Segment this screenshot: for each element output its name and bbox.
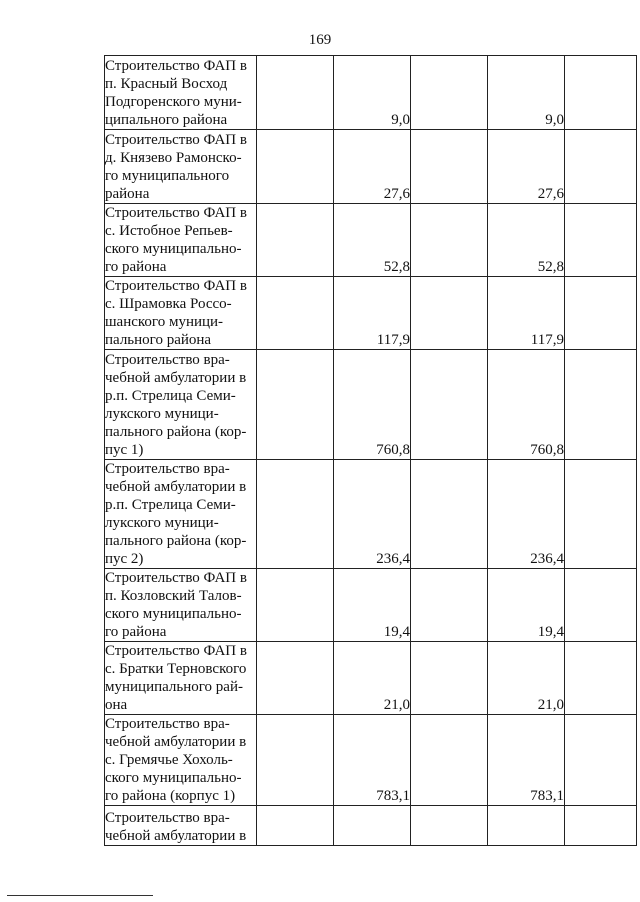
footnote-separator-line xyxy=(7,895,153,896)
empty-cell xyxy=(565,642,637,715)
value-cell xyxy=(488,806,565,846)
table-row xyxy=(105,130,637,204)
page-number: 169 xyxy=(308,32,332,48)
empty-cell xyxy=(411,460,488,569)
value-cell: 27,6 xyxy=(488,130,565,204)
empty-cell xyxy=(257,277,334,350)
empty-cell xyxy=(565,350,637,460)
table-row xyxy=(105,350,637,460)
empty-cell xyxy=(257,715,334,806)
empty-cell xyxy=(257,806,334,846)
object-name: Строительство ФАП в д. Князево Рамонско- го муниципального района xyxy=(105,132,247,202)
value-cell: 783,1 xyxy=(334,715,411,806)
object-name: Строительство ФАП в п. Козловский Талов- ского муниципально- го района xyxy=(105,570,247,640)
table-row xyxy=(105,806,637,846)
table-row xyxy=(105,460,637,569)
object-name-cell xyxy=(105,277,257,350)
empty-cell xyxy=(565,204,637,277)
empty-cell xyxy=(257,569,334,642)
empty-cell xyxy=(411,806,488,846)
empty-cell xyxy=(565,130,637,204)
object-name-cell xyxy=(105,715,257,806)
empty-cell xyxy=(565,277,637,350)
empty-cell xyxy=(257,204,334,277)
table-row xyxy=(105,569,637,642)
value-cell: 117,9 xyxy=(488,277,565,350)
budget-table xyxy=(104,55,637,846)
empty-cell xyxy=(411,569,488,642)
value-cell: 783,1 xyxy=(488,715,565,806)
object-name: Строительство ФАП в п. Красный Восход Подгоренского муни- ципального района xyxy=(105,58,247,128)
table-row xyxy=(105,277,637,350)
empty-cell xyxy=(411,130,488,204)
object-name-cell xyxy=(105,350,257,460)
empty-cell xyxy=(565,460,637,569)
object-name-cell xyxy=(105,569,257,642)
value-cell: 19,4 xyxy=(488,569,565,642)
object-name-cell xyxy=(105,56,257,130)
empty-cell xyxy=(411,642,488,715)
table-row xyxy=(105,715,637,806)
table-row xyxy=(105,642,637,715)
value-cell xyxy=(334,806,411,846)
empty-cell xyxy=(257,56,334,130)
object-name: Строительство ФАП в с. Истобное Репьев- ского муниципально- го района xyxy=(105,205,247,275)
value-cell: 760,8 xyxy=(334,350,411,460)
empty-cell xyxy=(257,460,334,569)
object-name-cell xyxy=(105,460,257,569)
object-name: Строительство вра- чебной амбулатории в с. Гремячье Хохоль- ского муниципально- го района (корпус 1) xyxy=(105,716,247,804)
table-row xyxy=(105,204,637,277)
empty-cell xyxy=(411,715,488,806)
object-name: Строительство вра- чебной амбулатории в р.п. Стрелица Семи- лукского муници- пального района (кор- пус 2) xyxy=(105,461,247,567)
empty-cell xyxy=(565,806,637,846)
table-row xyxy=(105,56,637,130)
object-name-cell xyxy=(105,204,257,277)
object-name: Строительство вра- чебной амбулатории в р.п. Стрелица Семи- лукского муници- пального района (кор- пус 1) xyxy=(105,352,247,458)
object-name-cell xyxy=(105,806,257,846)
empty-cell xyxy=(257,350,334,460)
object-name-cell xyxy=(105,130,257,204)
value-cell: 117,9 xyxy=(334,277,411,350)
empty-cell xyxy=(257,642,334,715)
empty-cell xyxy=(565,715,637,806)
empty-cell xyxy=(411,56,488,130)
empty-cell xyxy=(411,204,488,277)
value-cell: 236,4 xyxy=(488,460,565,569)
value-cell: 760,8 xyxy=(488,350,565,460)
object-name: Строительство ФАП в с. Шрамовка Россо- шанского муници- пального района xyxy=(105,278,247,348)
empty-cell xyxy=(411,277,488,350)
value-cell: 9,0 xyxy=(334,56,411,130)
value-cell: 52,8 xyxy=(488,204,565,277)
value-cell: 52,8 xyxy=(334,204,411,277)
empty-cell xyxy=(411,350,488,460)
value-cell: 27,6 xyxy=(334,130,411,204)
empty-cell xyxy=(257,130,334,204)
value-cell: 236,4 xyxy=(334,460,411,569)
value-cell: 21,0 xyxy=(488,642,565,715)
empty-cell xyxy=(565,56,637,130)
value-cell: 19,4 xyxy=(334,569,411,642)
object-name-cell xyxy=(105,642,257,715)
value-cell: 21,0 xyxy=(334,642,411,715)
object-name: Строительство вра- чебной амбулатории в xyxy=(105,810,247,844)
value-cell: 9,0 xyxy=(488,56,565,130)
empty-cell xyxy=(565,569,637,642)
object-name: Строительство ФАП в с. Братки Терновского муниципального рай- она xyxy=(105,643,247,713)
